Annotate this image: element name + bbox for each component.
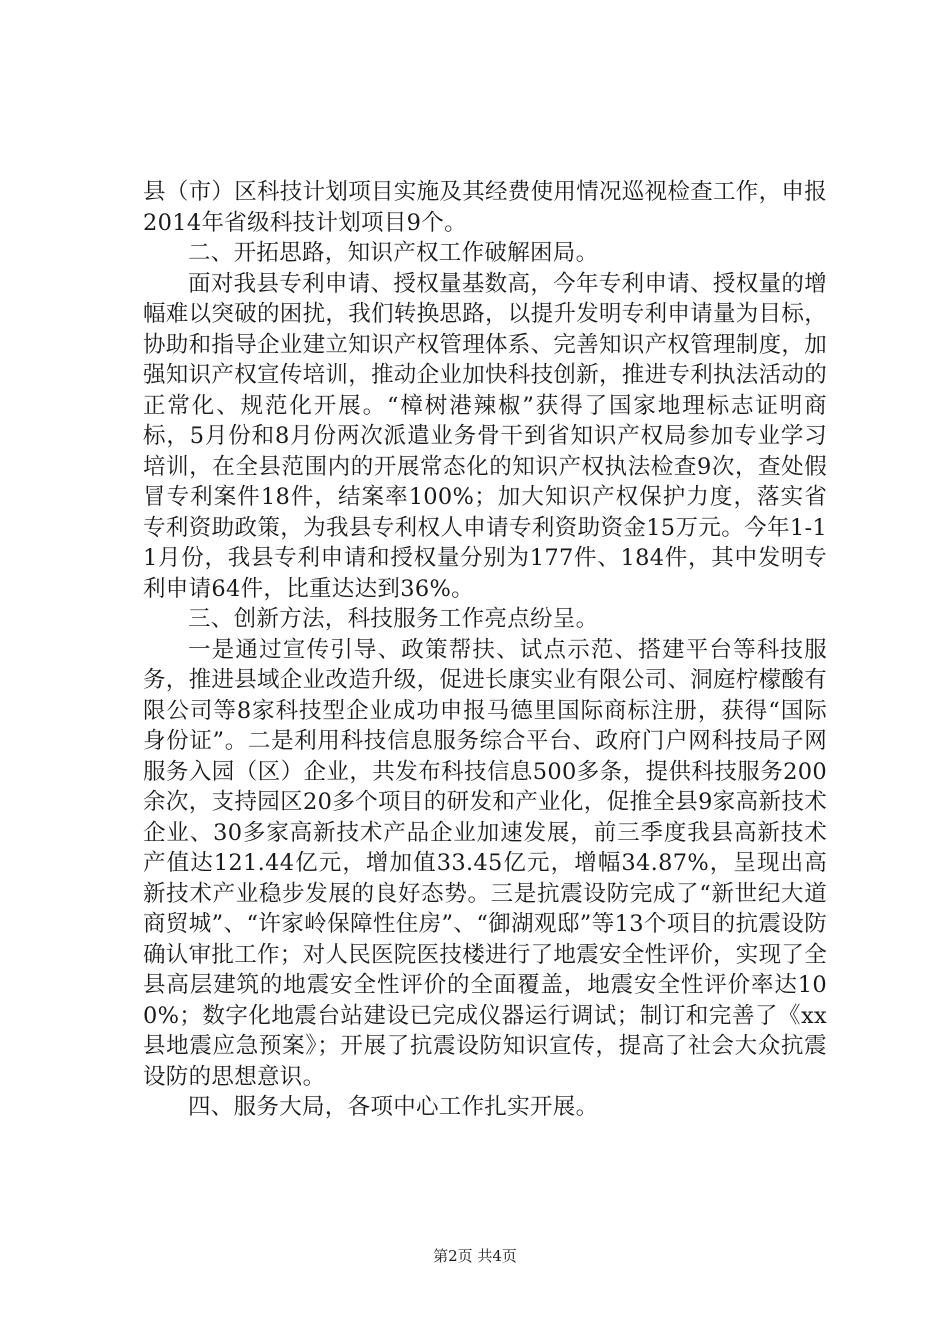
page-footer: 第2页 共4页 [433, 1247, 517, 1265]
section-heading-3: 三、创新方法，科技服务工作亮点纷呈。 [188, 606, 599, 632]
paragraph-services: 一是通过宣传引导、政策帮扶、试点示范、搭建平台等科技服务，推进县域企业改造升级，促进长康实业有限公司、洞庭柠檬酸有限公司等8家科技型企业成功申报马德里国际商标注册，获得“国际身份证”。二是利用科技信息服务综合平台、政府门户网科技局子网服务入园（区）企业，共发布科技信息500多条，提供科技服务200余次，支持园区20多个项目的研发和产业化，促推全县9家高新技术企业、30多家高新技术产品企业加速发展，前三季度我县高新技术产值达121.44亿元，增加值33.45亿元，增幅34.87%，呈现出高新技术产业稳步发展的良好态势。三是抗震设防完成了“新世纪大道商贸城”、“许家岭保障性住房”、“御湖观邸”等13个项目的抗震设防确认审批工作；对人民医院医技楼进行了地震安全性评价，实现了全县高层建筑的地震安全性评价的全面覆盖，地震安全性评价率达100%；数字化地震台站建设已完成仪器运行调试；制订和完善了《xx县地震应急预案》；开展了抗震设防知识宣传，提高了社会大众抗震设防的思想意识。 [143, 636, 828, 1090]
paragraph-patents: 面对我县专利申请、授权量基数高，今年专利申请、授权量的增幅难以突破的困扰，我们转换思路，以提升发明专利申请量为目标，协助和指导企业建立知识产权管理体系、完善知识产权管理制度，加强知识产权宣传培训，推动企业加快科技创新，推进专利执法活动的正常化、规范化开展。“樟树港辣椒”获得了国家地理标志证明商标，5月份和8月份两次派遣业务骨干到省知识产权局参加专业学习培训，在全县范围内的开展常态化的知识产权执法检查9次，查处假冒专利案件18件，结案率100%；加大知识产权保护力度，落实省专利资助政策，为我县专利权人申请专利资助资金15万元。今年1-11月份，我县专利申请和授权量分别为177件、184件，其中发明专利申请64件，比重达达到36%。 [143, 270, 828, 602]
document-body [143, 177, 827, 1123]
paragraph-continuation: 县（市）区科技计划项目实施及其经费使用情况巡视检查工作，申报2014年省级科技计划项目9个。 [143, 179, 828, 236]
section-heading-4: 四、服务大局，各项中心工作扎实开展。 [188, 1094, 599, 1120]
section-heading-2: 二、开拓思路，知识产权工作破解困局。 [188, 240, 599, 266]
